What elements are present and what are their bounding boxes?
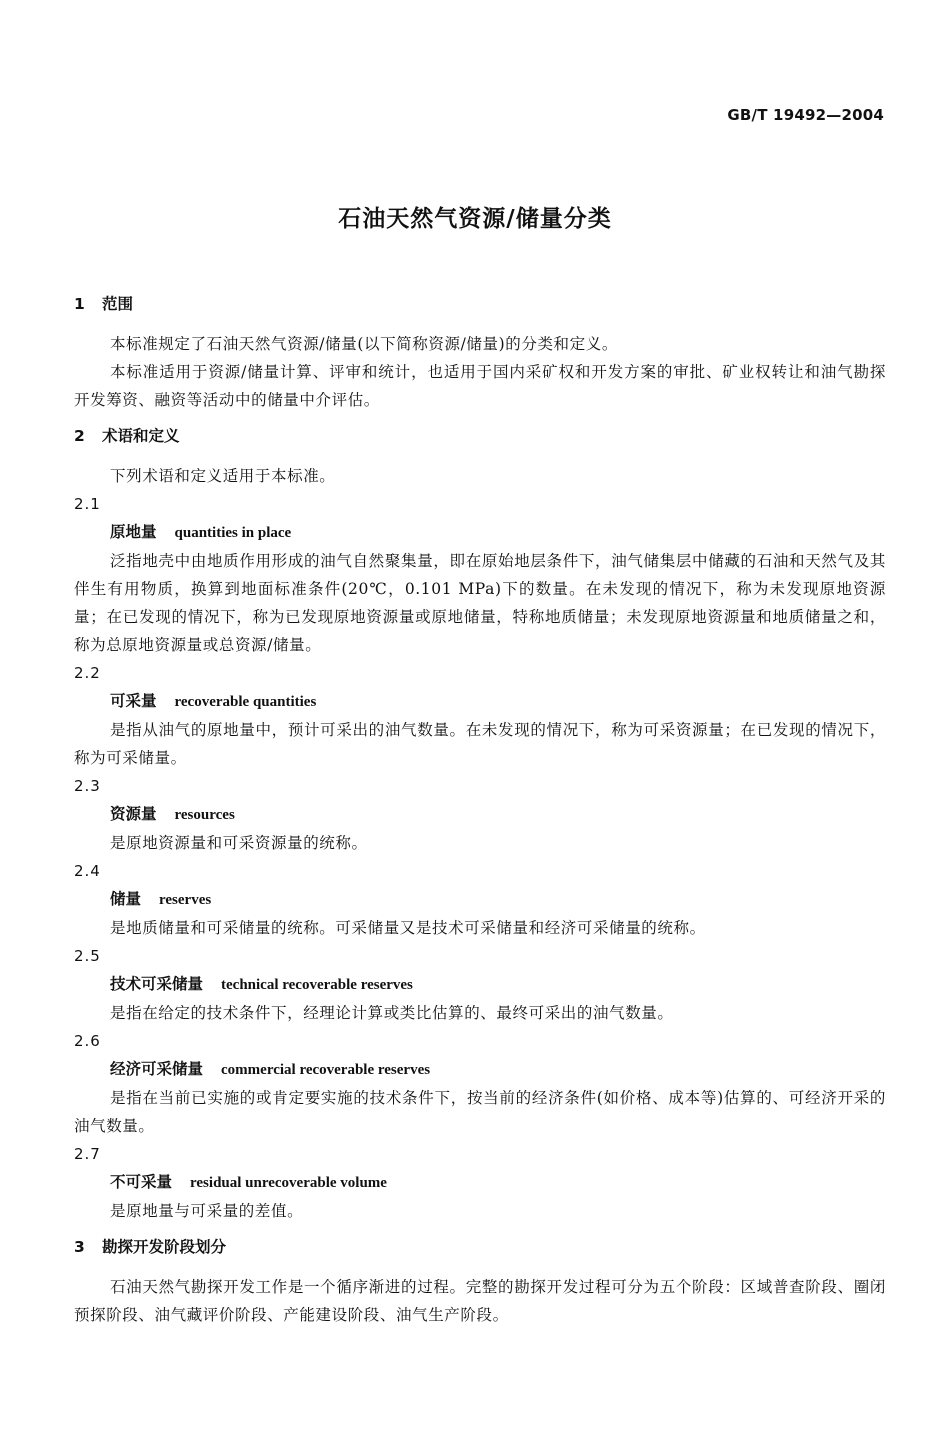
- term-heading: [74, 1055, 886, 1084]
- term-heading: [74, 885, 886, 914]
- term-heading: [74, 1168, 886, 1197]
- term-definition: 是原地资源量和可采资源量的统称。: [110, 834, 368, 852]
- term-zh: 储量: [110, 890, 142, 908]
- term-heading: [74, 800, 886, 829]
- section-title: 术语和定义: [102, 427, 180, 445]
- term-heading: [74, 518, 886, 547]
- term-entry: [74, 1140, 886, 1225]
- term-en: resources: [174, 807, 235, 823]
- document-body: [74, 290, 886, 1329]
- term-zh: 资源量: [110, 805, 157, 823]
- term-definition: 是指在给定的技术条件下，经理论计算或类比估算的、最终可采出的油气数量。: [110, 1004, 674, 1022]
- clause-number: 2.6: [74, 1032, 101, 1050]
- clause-number: 2.5: [74, 947, 101, 965]
- section-number: 2: [74, 427, 85, 445]
- term-heading: [74, 687, 886, 716]
- term-en: residual unrecoverable volume: [190, 1175, 387, 1191]
- paragraph: 下列术语和定义适用于本标准。: [110, 467, 336, 485]
- section-title: 勘探开发阶段划分: [102, 1238, 227, 1256]
- term-zh: 不可采量: [110, 1173, 173, 1191]
- section-title: 范围: [102, 295, 134, 313]
- term-entry: [74, 490, 886, 659]
- section-heading-scope: [74, 290, 886, 318]
- term-zh: 技术可采储量: [110, 975, 204, 993]
- term-entry: [74, 942, 886, 1027]
- section-heading-stages: [74, 1233, 886, 1261]
- term-definition: 是指在当前已实施的或肯定要实施的技术条件下，按当前的经济条件(如价格、成本等)估算的、可经济开采的油气数量。: [74, 1089, 886, 1135]
- term-heading: [74, 970, 886, 999]
- standard-code: GB/T 19492—2004: [727, 106, 884, 124]
- clause-number: 2.3: [74, 777, 101, 795]
- clause-number: 2.7: [74, 1145, 101, 1163]
- section-heading-terms: [74, 422, 886, 450]
- term-en: quantities in place: [174, 525, 292, 541]
- section-number: 1: [74, 295, 85, 313]
- term-entry: [74, 659, 886, 772]
- term-definition: 是地质储量和可采储量的统称。可采储量又是技术可采储量和经济可采储量的统称。: [110, 919, 706, 937]
- paragraph: 石油天然气勘探开发工作是一个循序渐进的过程。完整的勘探开发过程可分为五个阶段：区域普查阶段、圈闭预探阶段、油气藏评价阶段、产能建设阶段、油气生产阶段。: [74, 1278, 886, 1324]
- term-en: recoverable quantities: [174, 694, 317, 710]
- term-zh: 原地量: [110, 523, 157, 541]
- clause-number: 2.2: [74, 664, 101, 682]
- term-en: commercial recoverable reserves: [221, 1062, 431, 1078]
- paragraph: 本标准适用于资源/储量计算、评审和统计，也适用于国内采矿权和开发方案的审批、矿业权转让和油气勘探开发筹资、融资等活动中的储量中介评估。: [74, 363, 886, 409]
- term-definition: 是指从油气的原地量中，预计可采出的油气数量。在未发现的情况下，称为可采资源量；在已发现的情况下，称为可采储量。: [74, 721, 886, 767]
- section-number: 3: [74, 1238, 85, 1256]
- clause-number: 2.1: [74, 495, 101, 513]
- term-en: technical recoverable reserves: [221, 977, 413, 993]
- term-definition: 是原地量与可采量的差值。: [110, 1202, 304, 1220]
- term-entry: [74, 772, 886, 857]
- term-zh: 可采量: [110, 692, 157, 710]
- term-zh: 经济可采储量: [110, 1060, 204, 1078]
- term-entry: [74, 857, 886, 942]
- term-definition: 泛指地壳中由地质作用形成的油气自然聚集量，即在原始地层条件下，油气储集层中储藏的石油和天然气及其伴生有用物质，换算到地面标准条件(20℃，0.101 MPa)下的数量。在未发现的情况下，称为未发现原地资源量；在已发现的情况下，称为已发现原地资源量或原地储量，特称地质储量；未发现原地资源量和地质储量之和，称为总原地资源量或总资源/储量。: [74, 552, 886, 654]
- paragraph: 本标准规定了石油天然气资源/储量(以下简称资源/储量)的分类和定义。: [110, 335, 618, 353]
- term-entry: [74, 1027, 886, 1140]
- term-en: reserves: [159, 892, 212, 908]
- clause-number: 2.4: [74, 862, 101, 880]
- document-title: 石油天然气资源/储量分类: [338, 206, 612, 232]
